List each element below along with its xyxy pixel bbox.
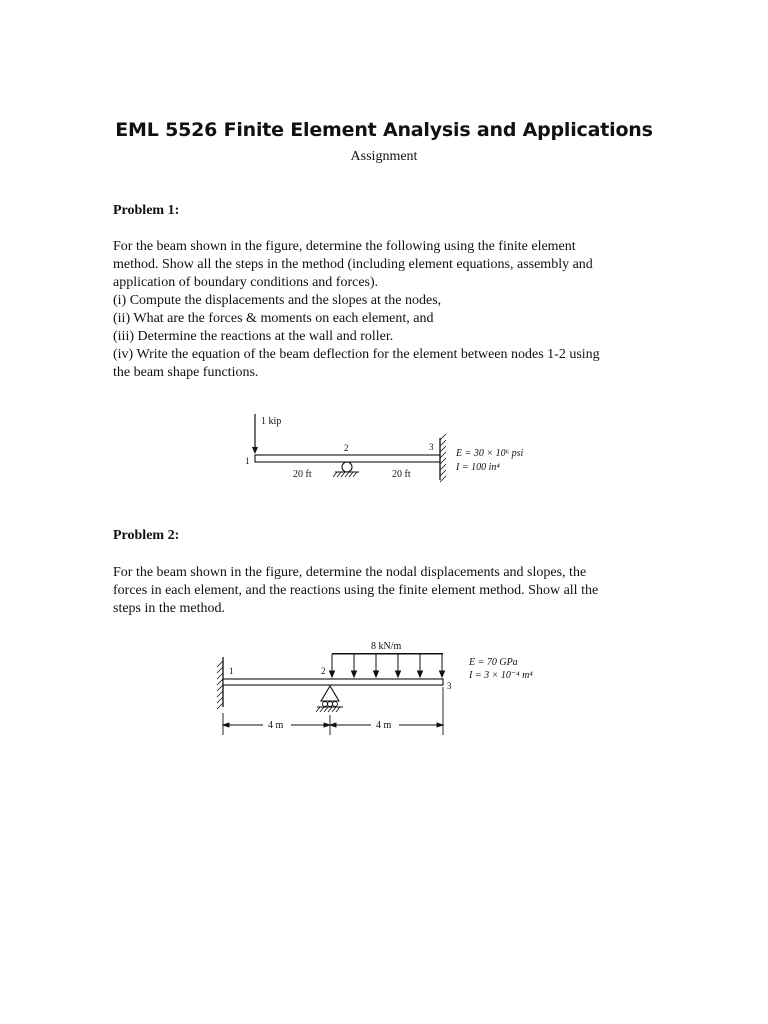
wall-hatch <box>440 434 446 482</box>
inertia-label: I = 100 in⁴ <box>456 462 500 473</box>
node-2-label: 2 <box>344 443 349 453</box>
beam-2 <box>223 679 443 685</box>
node-1-label: 1 <box>229 666 234 676</box>
distributed-load-label: 8 kN/m <box>371 641 402 652</box>
distributed-load-arrows <box>330 654 445 677</box>
problem-2-figure <box>205 635 565 745</box>
pin-roller-right <box>333 702 338 707</box>
roller-ground-hatch <box>333 472 357 477</box>
span-2-label: 20 ft <box>392 469 411 480</box>
node-2-label: 2 <box>321 666 326 676</box>
problem-2-line: forces in each element, and the reactions using the finite element method. Show all the <box>113 583 599 598</box>
problem-1-text <box>113 238 653 382</box>
roller-support <box>342 462 352 472</box>
span-1-label: 20 ft <box>293 469 312 480</box>
node-3-label: 3 <box>447 681 452 691</box>
problem-2-heading: Problem 2: <box>113 528 180 543</box>
problem-1-line: (i) Compute the displacements and the slopes at the nodes, <box>113 293 442 308</box>
problem-1-line: For the beam shown in the figure, determine the following using the finite element <box>113 239 576 254</box>
problem-1-line: method. Show all the steps in the method (including element equations, assembly and <box>113 257 593 272</box>
span-2-label: 4 m <box>376 720 392 731</box>
document-subtitle: Assignment <box>350 149 418 164</box>
problem-1-line: (ii) What are the forces & moments on each element, and <box>113 311 434 326</box>
modulus-label: E = 30 × 10⁶ psi <box>456 448 524 459</box>
wall-hatch <box>217 661 223 709</box>
inertia-label: I = 3 × 10⁻⁴ m⁴ <box>469 670 533 681</box>
problem-1-line: the beam shape functions. <box>113 365 259 380</box>
pin-support <box>321 686 339 701</box>
pin-roller-mid <box>328 702 333 707</box>
point-load-label: 1 kip <box>261 416 282 427</box>
document-title: EML 5526 Finite Element Analysis and Applications <box>115 119 653 141</box>
problem-1-line: (iv) Write the equation of the beam deflection for the element between nodes 1-2 using <box>113 347 600 362</box>
point-load-arrowhead <box>252 447 258 454</box>
span-1-label: 4 m <box>268 720 284 731</box>
distributed-load-bar <box>332 653 443 655</box>
problem-1-figure <box>230 400 550 492</box>
pin-roller-left <box>323 702 328 707</box>
problem-1-line: (iii) Determine the reactions at the wall and roller. <box>113 329 394 344</box>
problem-1-line: application of boundary conditions and forces). <box>113 275 379 290</box>
node-1-label: 1 <box>245 456 250 466</box>
problem-1-heading: Problem 1: <box>113 203 180 218</box>
problem-2-line: steps in the method. <box>113 601 225 616</box>
problem-2-line: For the beam shown in the figure, determine the nodal displacements and slopes, the <box>113 565 587 580</box>
node-3-label: 3 <box>429 442 434 452</box>
beam-1 <box>255 455 440 462</box>
modulus-label: E = 70 GPa <box>469 657 518 668</box>
problem-2-text <box>113 564 653 618</box>
pin-ground-hatch <box>316 707 340 712</box>
